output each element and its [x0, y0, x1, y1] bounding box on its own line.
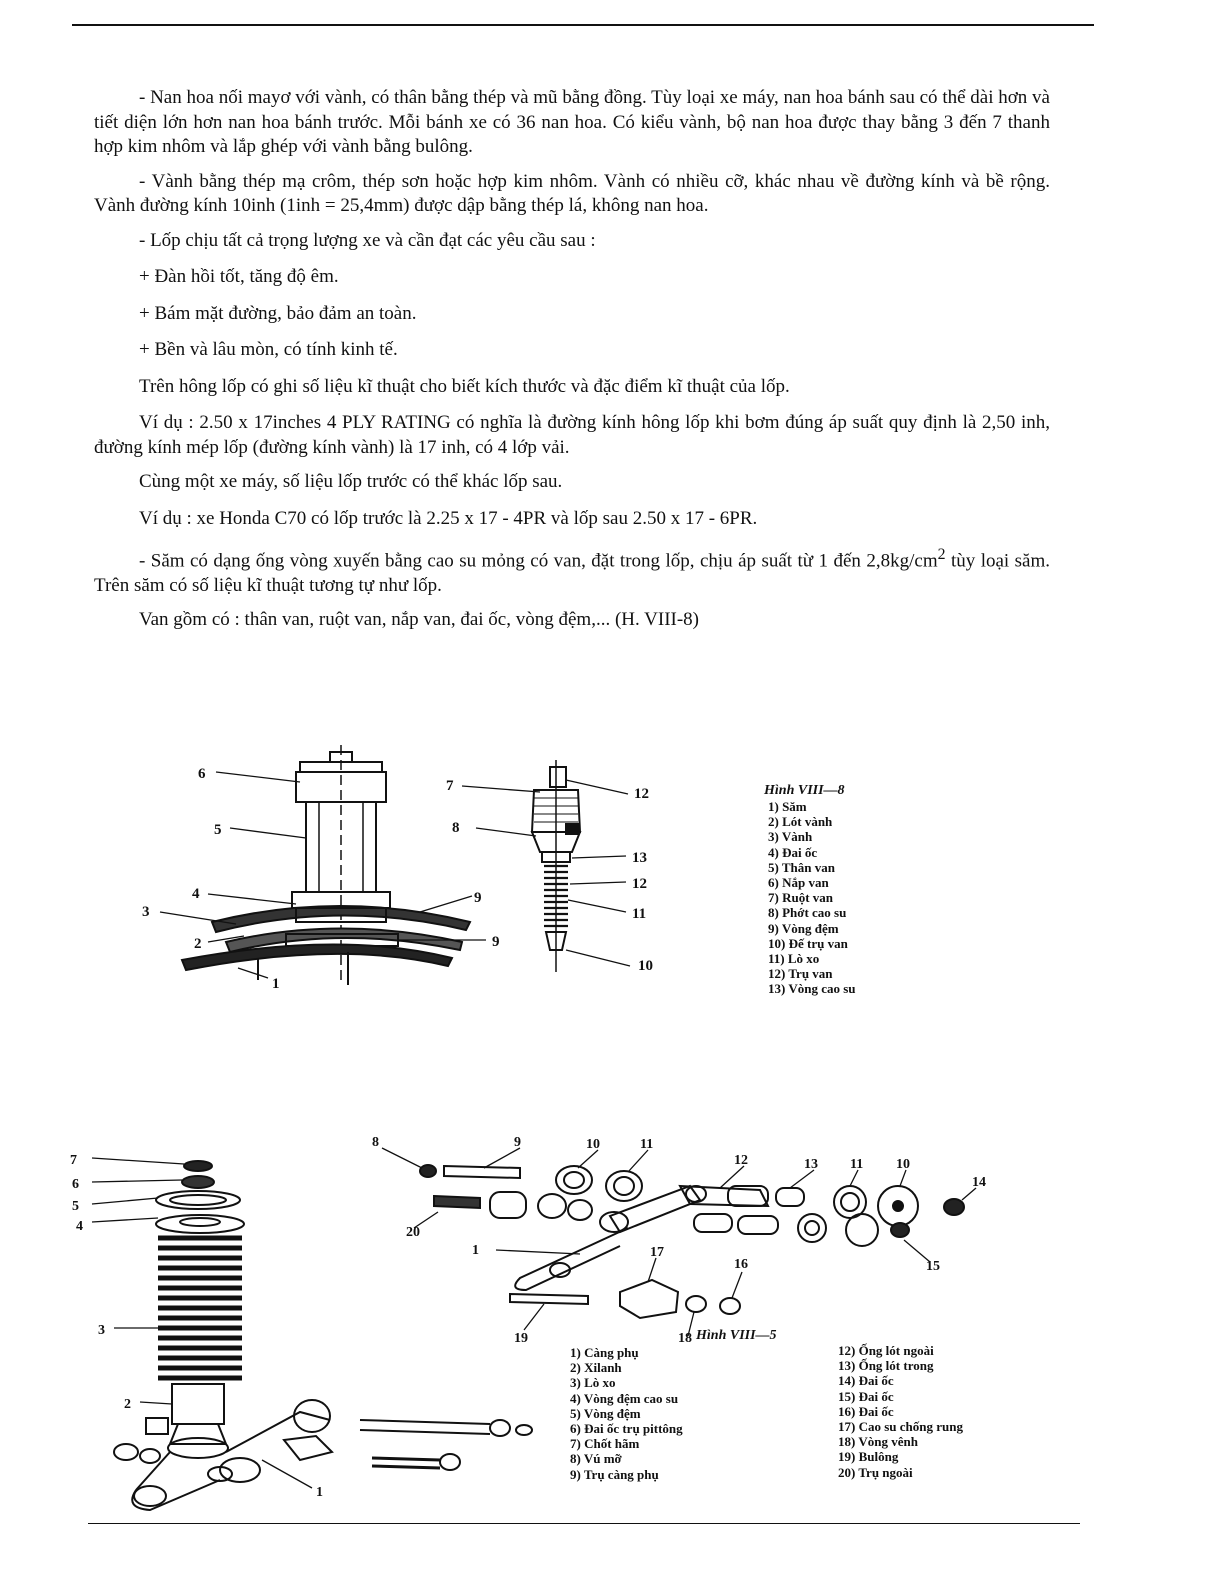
callout-label: 7: [70, 1153, 77, 1168]
callout-label: 9: [474, 890, 482, 906]
callout-label: 5: [72, 1199, 79, 1214]
callout-label: 5: [214, 822, 222, 838]
callout-label: 7: [446, 778, 454, 794]
callout-label: 14: [972, 1175, 986, 1190]
legend-item: 19) Bulông: [838, 1449, 899, 1465]
figure-legend-col2: [838, 1343, 963, 1480]
callout-label: 8: [452, 820, 460, 836]
superscript: 2: [937, 546, 946, 563]
callout-label: 2: [124, 1397, 131, 1412]
legend-item: 4) Vòng đệm cao su: [570, 1390, 679, 1406]
callout-label: 12: [632, 876, 647, 892]
bottom-rule: [88, 1523, 1080, 1524]
callout-label: 9: [492, 934, 500, 950]
list-item: + Bền và lâu mòn, có tính kinh tế.: [139, 339, 398, 360]
legend-item: 7) Ruột van: [768, 890, 834, 906]
callout-label: 11: [640, 1137, 654, 1152]
legend-item: 1) Săm: [768, 799, 807, 814]
legend-item: 6) Nắp van: [768, 875, 829, 891]
callout-label: 4: [192, 886, 200, 902]
legend-item: 3) Lò xo: [570, 1375, 616, 1391]
figure-legend-col1: [570, 1345, 683, 1482]
legend-item: 8) Vú mỡ: [570, 1451, 622, 1467]
callout-label: 15: [926, 1259, 940, 1274]
paragraph: Ví dụ : 2.50 x 17inches 4 PLY RATING có nghĩa là đường kính hông lốp khi bơm đúng áp suất quy định là 2,50 inh, đường kính mép lốp (đường kính vành) là 17 inh, có 4 lớp vải.: [94, 412, 1050, 458]
callout-label: 16: [734, 1257, 748, 1272]
legend-item: 18) Vòng vênh: [838, 1434, 918, 1450]
callout-label: 1: [316, 1485, 323, 1500]
legend-item: 8) Phớt cao su: [768, 905, 847, 921]
list-item: + Bám mặt đường, bảo đảm an toàn.: [139, 302, 417, 324]
callout-label: 6: [72, 1177, 79, 1192]
callout-label: 12: [634, 786, 649, 802]
callout-label: 10: [896, 1157, 910, 1172]
legend-item: 4) Đai ốc: [768, 844, 818, 860]
legend-item: 5) Vòng đệm: [570, 1405, 641, 1421]
callout-label: 4: [76, 1219, 83, 1234]
callout-label: 12: [734, 1153, 748, 1168]
callout-label: 17: [650, 1245, 664, 1260]
legend-item: 5) Thân van: [768, 859, 835, 875]
legend-item: 2) Xilanh: [570, 1360, 622, 1376]
legend-item: 11) Lò xo: [768, 951, 820, 967]
callout-label: 1: [272, 976, 280, 992]
callout-label: 6: [198, 766, 206, 782]
legend-item: 17) Cao su chống rung: [838, 1419, 963, 1435]
callout-label: 19: [514, 1331, 528, 1346]
legend-item: 20) Trụ ngoài: [838, 1464, 913, 1480]
paragraph: Ví dụ : xe Honda C70 có lốp trước là 2.25 x 17 - 4PR và lốp sau 2.50 x 17 - 6PR.: [139, 507, 758, 529]
paragraph-part: - Săm có dạng ống vòng xuyến bằng cao su mỏng có van, đặt trong lốp, chịu áp suất từ 1 đến 2,8kg/cm: [139, 550, 938, 572]
legend-item: 10) Đế trụ van: [768, 935, 848, 951]
legend-item: 7) Chốt hãm: [570, 1436, 640, 1452]
paragraph: Van gồm có : thân van, ruột van, nắp van, đai ốc, vòng đệm,... (H. VIII-8): [139, 609, 700, 631]
callout-label: 11: [850, 1157, 864, 1172]
figure-title: Hình VIII—8: [764, 783, 845, 798]
shock-absorber-drawing: [114, 1161, 532, 1510]
legend-item: 9) Trụ càng phụ: [570, 1466, 659, 1482]
exploded-parts-drawing: [420, 1165, 964, 1318]
paragraph: - Nan hoa nối mayơ với vành, có thân bằng thép và mũ bằng đồng. Tùy loại xe máy, nan hoa bánh sau có thể dài hơn và tiết diện lớn hơn nan hoa bánh trước. Mỗi bánh xe có 36 nan hoa. Có kiểu vành, bộ nan hoa được thay bằng 3 đến 7 thanh hợp kim nhôm và lắp ghép với vành bằng bulông.: [94, 87, 1050, 157]
callout-label: 11: [632, 906, 647, 922]
legend-item: 16) Đai ốc: [838, 1403, 894, 1419]
callout-label: 20: [406, 1225, 420, 1240]
legend-item: 6) Đai ốc trụ pittông: [570, 1421, 683, 1437]
paragraph: Cùng một xe máy, số liệu lốp trước có thể khác lốp sau.: [139, 471, 563, 492]
callout-label: 3: [142, 904, 150, 920]
paragraph-part: tùy loại săm. Trên săm có số liệu kĩ thuật tương tự như lốp.: [94, 550, 1050, 596]
callout-label: 2: [194, 936, 202, 952]
legend-item: 1) Càng phụ: [570, 1345, 639, 1360]
callout-label: 3: [98, 1323, 105, 1338]
legend-item: 2) Lót vành: [768, 814, 833, 830]
callout-label: 13: [632, 850, 647, 866]
legend-item: 3) Vành: [768, 829, 813, 845]
callout-label: 18: [678, 1331, 692, 1346]
callout-label: 13: [804, 1157, 818, 1172]
callout-label: 9: [514, 1135, 521, 1150]
callout-label: 10: [638, 958, 653, 974]
callout-label: 8: [372, 1135, 379, 1150]
legend-item: 14) Đai ốc: [838, 1373, 894, 1389]
legend-item: 12) Trụ van: [768, 966, 833, 982]
list-item: + Đàn hồi tốt, tăng độ êm.: [139, 266, 339, 287]
callout-label: 1: [472, 1243, 479, 1258]
legend-item: 13) Vòng cao su: [768, 981, 856, 997]
paragraph: - Vành bằng thép mạ crôm, thép sơn hoặc hợp kim nhôm. Vành có nhiều cỡ, khác nhau về đường kính và bề rộng. Vành đường kính 10inh (1inh = 25,4mm) được dập bằng thép lá, không nan hoa.: [94, 170, 1050, 216]
figure-title: Hình VIII—5: [696, 1328, 777, 1343]
legend-item: 9) Vòng đệm: [768, 920, 839, 936]
legend-item: 15) Đai ốc: [838, 1388, 894, 1404]
legend-item: 13) Ống lót trong: [838, 1358, 934, 1374]
legend-item: 12) Ống lót ngoài: [838, 1343, 934, 1358]
paragraph: - Lốp chịu tất cả trọng lượng xe và cần đạt các yêu cầu sau :: [139, 229, 596, 251]
callout-label: 10: [586, 1137, 600, 1152]
paragraph: Trên hông lốp có ghi số liệu kĩ thuật cho biết kích thước và đặc điểm kĩ thuật của lốp.: [139, 375, 790, 397]
